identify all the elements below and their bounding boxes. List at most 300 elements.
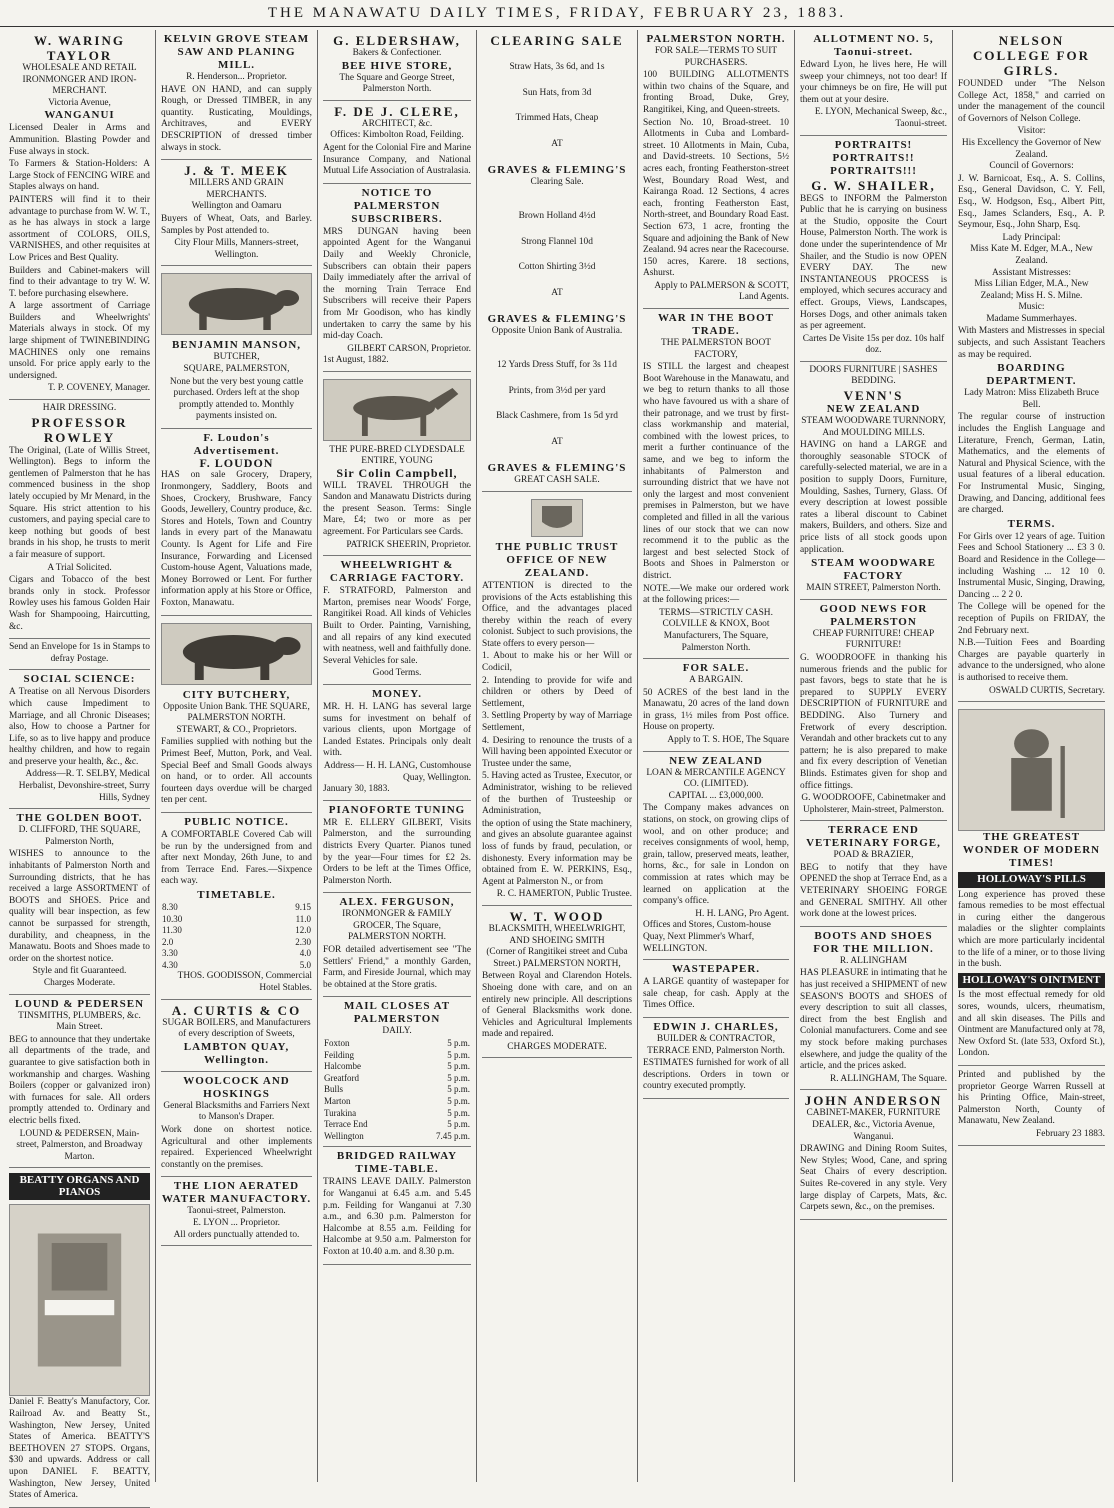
masters: With Masters and Mistresses in special subjects, and such Assistant Teachers as may be required. [958,326,1105,360]
forge-ad [800,821,947,927]
venn-factory: STEAM WOODWARE FACTORY [811,557,936,583]
lound-ad [9,995,150,1169]
table-row [323,1073,471,1085]
printed: Printed and published by the proprietor George Warren Russell at his Printing Office, Main-street, Palmerston North, County of Manawatu, New Zealand. [958,1070,1105,1127]
wood-sub: BLACKSMITH, WHEELWRIGHT, AND SHOEING SMITH [488,923,626,946]
alex-head: ALEX. FERGUSON, [339,896,455,909]
table-row [323,1050,471,1062]
nz-sign: H. H. LANG, Pro Agent. [695,908,789,919]
taylor-body-3: PAINTERS will find it to their advantage to purchase from W. W. T., as he has always in stock a large assortment of COLORS, OILS, VARNISHES, and other requisites at Low Prices and Best Quality. [9,194,150,263]
alex-sub: IRONMONGER & FAMILY GROCER, The Square, PALMERSTON NORTH. [342,909,452,943]
table-row [323,1096,471,1108]
column-7 [953,30,1110,1482]
nz-capital: CAPITAL ... £3,000,000. [668,790,764,801]
stamps-ad [9,639,150,670]
sale-body: 50 ACRES of the best land in the Manawatu, 20 acres of the land down in grass, 1½ miles from Post office. House on property. [643,687,789,733]
cab-timetable [161,902,312,972]
alex-body: FOR detailed advertisement see "The Settlers' Friend," a monthly Garden, Farm, and Fireside Journal, which may be obtained at the Store gratis. [323,945,471,990]
woolcock-sub: General Blacksmiths and Farriers Next to Manson's Draper. [163,1100,310,1123]
nz-body: The Company makes advances on stations, on stock, on growing clips of wool, and on other produce; and receives consignments of wool, hemp, grain, tallow, preserved meats, leather, horns, &c., for sale in London on commission at rates which may be learned on application at the company's office. [643,803,789,907]
notice-head: NOTICE TO PALMERSTON SUBSCRIBERS. [351,186,443,225]
land-100: 100 BUILDING ALLOTMENTS within two chains of the Square, and fronting Broad, Duke, Grey, Rangitikei, King, and Queen-streets. [643,70,789,115]
clear-item: Straw Hats, 3s 6d, and 1s [509,62,605,72]
taylor-ad [9,30,150,400]
kelvin-prop: R. Henderson... Proprietor. [186,72,287,82]
table-row [161,937,312,949]
lion-body: All orders punctually attended to. [173,1229,300,1240]
lound-body: BEG to announce that they undertake all departments of the trade, and guarantee to give satisfaction both in workmanship and charges. Washing Boilers (copper or galvanized iron) with furnaces for sale. All orders promptly attended to. Ordinary and electric bells fixed. [9,1034,150,1126]
forge-body: BEG to notify that they have OPENED the shop at Terrace End, as a VETERINARY SHOEING FORGE and GENERAL SMITHY. All other work done at the lowest prices. [800,862,947,920]
music: Madame Summerhayes. [986,313,1077,324]
money-head: MONEY. [372,687,422,700]
rail-body: TRAINS LEAVE DAILY. Palmerston for Wanganui at 6.45 a.m. and 5.45 p.m. Feilding for Wanganui at 7.30 a.m., and 6.30 p.m. Palmerston for Halcombe at 8.55 a.m. Feilding for Halcombe at 9.50 a.m. Palmerston for Foxton at 10.40 a.m. and 8.30 p.m. [323,1177,471,1257]
allingham-head: BOOTS AND SHOES FOR THE MILLION. [813,929,934,955]
lion-prop: E. LYON ... Proprietor. [192,1218,281,1228]
shailer-body: BEGS to INFORM the Palmerston Public that he is carrying on business at the Studio, opposite the Court House, Palmerston North. The work is done under the superintendence of Mr Shailer, and the Studio is now OPEN EVERY DAY. The new INSTANTANEOUS PROCESS is employed, which secures accuracy and effect. Groups, Views, Landscapes, Horses Dogs, and other animals taken as per agreement. [800,193,947,332]
curtis-ad [161,1000,312,1072]
woodroofe-ad [800,600,947,822]
taylor-body-4: Builders and Cabinet-makers will find to their advantage to try W. W. T. before purchasing elsewhere. [9,265,150,299]
waste-head: WASTEPAPER. [671,963,761,976]
taylor-addr: Victoria Avenue, [48,97,111,108]
mail-head: MAIL CLOSES AT PALMERSTON [343,1000,451,1026]
column-3 [318,30,477,1482]
allingham-ad [800,927,947,1091]
table-row [323,1108,471,1120]
forge-head: TERRACE END VETERINARY FORGE, [806,824,941,850]
printed-date: February 23 1883. [1036,1128,1105,1139]
trust-body-2: the option of using the State machinery, and gives an absolute guarantee against loss of funds by fraud, peculation, or dishonesty. Every information may be obtained from E. W. PERKINS, Esq., Agent at Palmerston N., or from [482,818,632,887]
taylor-town: WANGANUI [44,109,115,122]
allingham-name: R. ALLINGHAM [839,955,908,966]
lyon-sign: E. LYON, Mechanical Sweep, &c., Taonui-street. [814,107,947,129]
terms-head: TERMS. [1007,517,1056,530]
notice-body: A COMFORTABLE Covered Cab will be run by the undersigned from and after next Monday, 26th June, to and from Terrace End. Fares.—Sixpence each way. [161,829,312,887]
forge-sub: POAD & BRAZIER, [833,850,914,861]
mail-cell: 5 p.m. [447,1107,470,1118]
charles-body: ESTIMATES furnished for work of all descriptions. Orders in town or country executed promptly. [643,1058,789,1092]
music-head: Music: [1018,302,1045,313]
column-2 [156,30,318,1482]
loan-company-ad [643,752,789,961]
charles-sub: BUILDER & CONTRACTOR, TERRACE END, Palmerston North. [647,1033,785,1056]
gf-cash: GREAT CASH SALE. [514,475,600,486]
principal: Miss Kate M. Edger, M.A., New Zealand. [970,244,1093,266]
piano-ad [323,801,471,894]
mail-cell: Terrace End [324,1119,368,1130]
at-label: AT [551,436,563,447]
public-notice-ad [161,813,312,1000]
holloway-body-2: Is the most effectual remedy for old sores, wounds, ulcers, rheumatism, and all skin diseases. The Pills and Ointment are Manufactured only at 78, New Oxford St. (late 533, Oxford St.), London. [958,990,1105,1059]
notice-date: 1st August, 1882. [323,355,389,366]
mail-cell: 7.45 p.m. [435,1130,470,1141]
mail-cell: Turakina [324,1107,357,1118]
mail-cell: 5 p.m. [447,1038,470,1049]
public-trust-ad [482,492,632,906]
holloway-head: THE GREATEST WONDER OF MODERN TIMES! [962,831,1101,870]
holloway-ointment: HOLLOWAY'S OINTMENT [958,973,1105,989]
boot-factory-ad [643,309,789,659]
wastepaper-ad [643,960,789,1018]
social-addr: Address—R. T. SELBY, Medical Herbalist, Devonshire-street, Surry Hills, Sydney [18,769,150,803]
crest-icon [532,500,582,536]
shailer-prices: Cartes De Visite 15s per doz. 10s half doz. [802,333,945,356]
war-terms: TERMS—STRICTLY CASH. [659,607,773,618]
manson-name: BENJAMIN MANSON, [171,339,302,352]
organ-engraving [9,1204,150,1396]
money-ad [323,685,471,801]
table-row [323,1038,471,1050]
ferguson-ad [323,893,471,997]
piano-body: MR E. ELLERY GILBERT, Visits Palmerston, and the surrounding districts Every Quarter. Pianos tuned by the year—Four times for £2 2s. Orders to be left at the Times Office, Palmerston North. [323,817,471,886]
portraits-line: PORTRAITS! PORTRAITS!! [832,138,915,164]
war-sub: THE PALMERSTON BOOT FACTORY, [661,338,771,360]
elder-store: BEE HIVE STORE, [341,59,453,72]
social-ad [9,670,150,809]
coat-of-arms [531,499,583,537]
loudon-name: F. LOUDON [199,455,274,470]
wood-ad [482,906,632,1059]
mail-cell: Marton [324,1096,351,1106]
land-head: PALMERSTON NORTH. [646,33,786,45]
time-cell: 8.30 [162,901,178,912]
column-6 [795,30,953,1482]
college-body: The College will be opened for the reception of Pupils on FRIDAY, the 2nd February next. [958,602,1105,636]
table-row [161,914,312,926]
lound-sign: LOUND & PEDERSEN, Main-street, Palmerston, and Broadway Marton. [16,1128,143,1162]
kelvin-body: HAVE ON HAND, and can supply Rough, or Dressed TIMBER, in any quantity. Rusticating, Mouldings, Architraves, and EVERY DESCRIPTION of dressed timber always in stock. [161,84,312,153]
manson-trade: BUTCHER, [213,352,260,363]
table-row [161,960,312,972]
taylor-body-5: A large assortment of Carriage Builders and Wheelwrights' Materials always in stock. Of my large shipment of TWINEBINDING MACHINES only one remains unsold. For price apply early to the undersigned. [9,301,150,381]
trust-item: 3. Settling Property by way of Marriage Settlement, [482,711,632,734]
time-cell: 10.30 [162,913,183,924]
gf-name: GRAVES & FLEMING'S [487,164,627,177]
council-head: Council of Governors: [989,161,1074,172]
anderson-head: JOHN ANDERSON [804,1093,943,1109]
ox-icon [162,624,311,684]
venn-name: VENN'S [843,388,904,404]
trust-item: 5. Having acted as Trustee, Executor, or Administrator, wishing to be relieved of the burthen of Trusteeship or Administration, [482,771,632,817]
venn-head: DOORS FURNITURE | SASHES BEDDING. [809,364,938,387]
mail-table [323,1038,471,1142]
assist: Miss Lilian Edger, M.A., New Zealand; Miss H. S. Milne. [974,279,1089,301]
mail-daily: DAILY. [382,1026,412,1037]
nz-sub: LOAN & MERCANTILE AGENCY CO. (LIMITED). [646,767,786,790]
gf-name: GRAVES & FLEMING'S [487,313,627,326]
rowley-trial: A Trial Solicited. [47,562,112,573]
at-label: AT [551,138,563,149]
social-head: SOCIAL SCIENCE: [23,673,136,686]
mail-ad [323,997,471,1147]
time-sign: THOS. GOODISSON, Commercial Hotel Stables. [177,971,312,994]
trust-item: 1. About to make his or her Will or Codicil, [482,651,632,674]
nelson-college-ad [958,30,1105,702]
portraits-line-2: PORTRAITS!!! [830,164,917,177]
council: J. W. Barnicoat, Esq., A. S. Collins, Esq., General Davidson, C. Y. Fell, Esq., W. Hodgson, Esq., Albert Pitt, Esq., James Sclanders, Esq., A. P. Seymour, Esq., John Sharp, Esq. [958,173,1105,231]
golden-boot-ad [9,809,150,994]
clear-item: Brown Holland 4½d [518,210,596,221]
wood-head: W. T. WOOD [509,908,605,924]
horse-name: Sir Colin Campbell, [336,466,458,481]
holloway-body: Long experience has proved these famous remedies to be most effectual in curing either the dangerous maladies or the slighter complaints which are more particularly incidental to the life of a miner, or to those living in the bush. [958,889,1105,970]
newspaper-columns [4,30,1110,1501]
mail-cell: 5 p.m. [447,1096,470,1106]
social-body: A Treatise on all Nervous Disorders which cause Impediment to Marriage, and all Chronic Diseases; also, How to choose a Partner for Life, so as to live happy and produce healthy children, and how to regain and preserve your health, &c., &c. [9,687,150,767]
land-apply: Apply to PALMERSON & SCOTT, Land Agents. [654,280,789,303]
trust-item: 4. Desiring to renounce the trusts of a Will having been appointed Executor or Trustee under the same, [482,735,632,769]
notice-head: PUBLIC NOTICE. [184,815,289,828]
money-date: January 30, 1883. [323,784,390,795]
matron: Lady Matron: Miss Elizabeth Bruce Bell. [964,388,1099,410]
horse-head: THE PURE-BRED CLYDESDALE ENTIRE, YOUNG [329,444,465,467]
waste-body: A LARGE quantity of wastepaper for sale cheap, for cash. Apply at the Times Office. [643,977,789,1011]
britannia-icon [959,710,1104,830]
boot-head: THE GOLDEN BOOT. [16,812,143,825]
visitor-head: Visitor: [1017,126,1046,137]
beatty-title: BEATTY ORGANS AND PIANOS [9,1173,150,1200]
shailer-head: G. W. SHAILER, [811,177,936,193]
time-cell: 11.0 [295,913,311,924]
clear-item: Prints, from 3½d per yard [508,385,606,396]
mail-cell: 5 p.m. [447,1084,470,1095]
clear-item: Trimmed Hats, Cheap [515,113,599,124]
rowley-body-2: Cigars and Tobacco of the best brands only in stock. Professor Rowley uses his famous Golden Hair Wash for Shampooing, Haircutting, &c. [9,575,150,632]
bull-engraving [161,273,312,335]
taylor-sign: T. P. COVENEY, Manager. [48,383,150,394]
taylor-line: WHOLESALE AND RETAIL IRONMONGER AND IRON-MERCHANT. [22,63,137,97]
masthead [0,0,1114,27]
clear-item: Strong Flannel 10d [521,236,593,247]
money-sign: Address— H. H. LANG, Customhouse Quay, Wellington. [323,760,471,783]
good-head: GOOD NEWS FOR PALMERSTON [819,602,928,628]
horse-body: WILL TRAVEL THROUGH the Sandon and Manawatu Districts during the present Season. Terms: Single Mare, £4; two or more as per agreement. For Particulars see Cards. [323,480,471,538]
taylor-name: W. WARING TAYLOR [34,33,125,63]
visitor: His Excellency the Governor of New Zealand. [961,137,1102,160]
time-cell: 4.0 [299,948,311,959]
city-addr: Opposite Union Bank. THE SQUARE, PALMERSTON NORTH. [163,701,310,724]
mail-cell: Feilding [324,1049,355,1060]
terms-body: For Girls over 12 years of age. Tuition Fees and School Stationery ... £3 3 0. Board and Residence in the College—including Washing ... 12 10 0. Instrumental Music, Singing, Drawing, Dancing ... 2 2 0. [958,531,1105,600]
horse-engraving [323,379,471,441]
war-note: NOTE.—We make our ordered work at the following prices:— [643,583,789,606]
trust-item: 2. Intending to provide for wife and children or others by Deed of Settlement, [482,675,632,709]
loudon-body: HAS on sale Grocery, Drapery, Ironmongery, Saddlery, Boots and Shoes, Crockery, Brushware, Fancy Goods, Jewellery, Country produce, &c. Stores and Hotels, Town and Country lands in every part of the Manawatu County. Is Agent for Life and Fire Insurance, Forwarding and Licensed Custom-house Agent, Valuations made, Money Borrowed or Lent. For further information apply at his Store or Office, Foxton, Manawatu. [161,470,312,608]
wood-addr: (Corner of Rangitikei street and Cuba Street.) PALMERSTON NORTH, [486,947,628,969]
time-cell: 11.30 [162,925,182,936]
loudon-ad [161,429,312,616]
elder-addr: The Square and George Street, Palmerston North. [339,72,455,95]
boot-style: Style and fit Guaranteed. [32,966,127,977]
horse-icon [324,380,470,440]
bull-icon [162,274,311,334]
rowley-body: The Original, (Late of Willis Street, Wellington). Begs to inform the gentlemen of Palmerston that he has commenced business in the shop lately occupied by Mr Menard, in the Square. His strict attention to his customers, and paying special care to keep nothing but goods of best brands in his shop, he trusts to merit a fair measure of support. [9,445,150,560]
principal-head: Lady Principal: [1002,232,1061,243]
anderson-sub: CABINET-MAKER, FURNITURE DEALER, &c., Victoria Avenue, Wanganui. [806,1108,941,1142]
lyon-head: ALLOTMENT NO. 5, Taonui-street. [813,33,934,58]
lion-head: THE LION AERATED WATER MANUFACTORY. [161,1180,312,1206]
woolcock-head: WOOLCOCK AND HOSKINGS [183,1074,290,1100]
manson-ad [161,266,312,429]
wood-charges: CHARGES MODERATE. [507,1041,607,1052]
allingham-body: HAS PLEASURE in intimating that he has just received a SHIPMENT of new SEASON'S BOOTS and SHOES of every description to suit all classes, direct from the best English and Colonial manufacturers. Come and see my stock before making purchases elsewhere, and judge the quality of the article, and the prices asked. [800,968,947,1072]
lyon-body: Edward Lyon, he lives here, He will sweep your chimneys, not too dear! If your chimneys be on fire, He will put them out at your desire. [800,60,947,105]
boot-charges: Charges Moderate. [43,977,116,988]
column-1 [4,30,156,1501]
clydesdale-ad [323,372,471,556]
meek-sub: MILLERS AND GRAIN MERCHANTS. [189,178,284,200]
anderson-body: DRAWING and Dining Room Suites, New Styles; Wood, Cane, and spring Seat Chairs of every description. Suites Re-covered in any style. Very large display of Carpets, Mats, &c. Carpets sewn, &c., on the premises. [800,1144,947,1213]
kelvin-ad [161,30,312,160]
sale-head: FOR SALE. [682,662,750,675]
clear-item: Cotton Shirting 3½d [518,262,596,273]
beatty-ad [9,1168,150,1508]
clere-sub: ARCHITECT, &c. [361,118,433,129]
mail-cell: Greatford [324,1072,359,1083]
organ-image-icon [10,1205,149,1395]
good-sign: G. WOODROOFE, Cabinetmaker and Upholsterer, Main-street, Palmerston. [801,793,946,815]
curtis-addr: LAMBTON QUAY, Wellington. [183,1040,290,1066]
mail-cell: 5 p.m. [447,1061,470,1072]
notice-sign: GILBERT CARSON, Proprietor. [347,343,471,354]
war-sign: COLVILLE & KNOX, Boot Manufacturers, The Square, Palmerston North. [662,619,770,653]
charles-head: EDWIN J. CHARLES, [653,1020,779,1033]
horse-sign: PATRICK SHEERIN, Proprietor. [346,539,471,550]
column-5 [638,30,795,1482]
mail-cell: 5 p.m. [447,1072,470,1083]
clere-office: Offices: Kimbolton Road, Feilding. [330,130,464,141]
ox-engraving [161,623,312,685]
lion-ad [161,1177,312,1246]
time-cell: 2.30 [295,936,311,947]
hair-head: HAIR DRESSING. [42,403,117,414]
manson-addr: SQUARE, PALMERSTON, [183,363,290,374]
mail-cell: Foxton [324,1038,350,1049]
notice-body: MRS DUNGAN having been appointed Agent for the Wanganui Daily and Weekly Chronicle, Subscribers can obtain their papers Daily immediately after the arrival of the morning Train Terrace End Subscribers will receive their Papers from Mr Goodison, who has kindly undertaken to carry the same by his mid-day Coach. [323,226,471,342]
meek-body: Buyers of Wheat, Oats, and Barley. Samples by Post attended to. [161,213,312,236]
nelson-body: FOUNDED under "The Nelson College Act, 1858," and carried on under the management of the council of Governors of Nelson College. [958,79,1105,124]
table-row [323,1084,471,1096]
trust-head: THE PUBLIC TRUST OFFICE OF NEW ZEALAND. [495,540,619,579]
sale-apply: Apply to T. S. HOE, The Square [667,735,789,746]
table-row [323,1061,471,1073]
britannia-engraving [958,709,1105,831]
money-body: MR. H. H. LANG has several large sums for investment on behalf of various clients, upon Mortgage of Landed Estates. Principals only dealt with. [323,701,471,759]
clear-item: 12 Yards Dress Stuff, for 3s 11d [497,359,617,370]
gf-sale: Clearing Sale. [530,177,584,188]
land-sub: FOR SALE—TERMS TO SUIT PURCHASERS. [654,46,778,68]
eldershaw-ad [323,30,471,101]
time-cell: 2.0 [162,936,174,947]
taylor-body-2: To Farmers & Station-Holders: A Large Stock of FENCING WIRE and Staples always on hand. [9,159,150,193]
wheel-body: F. STRATFORD, Palmerston and Marton, premises near Woods' Forge, Rangitikei Road. All kinds of Vehicles Built to Order. Painting, Varnishing, and all repairs of any kind executed with neatness, well and faithfully done. Several Vehicles for sale. [323,586,471,666]
mail-cell: Bulls [324,1084,344,1095]
mail-cell: Halcombe [324,1061,361,1072]
land-sale-ad [643,30,789,309]
rowley-ad [9,400,150,639]
sale-sub: A BARGAIN. [689,675,743,686]
clere-ad [323,101,471,184]
wheel-head: WHEELWRIGHT & CARRIAGE FACTORY. [329,559,465,585]
trust-sign: R. C. HAMERTON, Public Trustee. [496,889,632,900]
boarding-head: BOARDING DEPARTMENT. [986,362,1077,388]
venn-sub: STEAM WOODWARE TURNNORY, And MOULDING MILLS. [801,416,946,438]
beatty-body: Daniel F. Beatty's Manufactory, Cor. Railroad Av. and Beatty St., Washington, New Jersey, United States of America. BEATTY'S BEETHOVEN 27 STOPS. Organs, $30 and upwards. Address or call upon DANIEL F. BEATTY, Washington, New Jersey, United States of America. [9,1397,150,1501]
elder-head: G. ELDERSHAW, [333,33,461,48]
time-cell: 12.0 [295,925,311,936]
time-cell: 4.30 [162,959,178,970]
rowley-name: PROFESSOR ROWLEY [31,414,128,445]
boot-body: WISHES to announce to the inhabitants of Palmerston North and Surrounding districts, that he has received a large ASSORTMENT of BOOTS and SHOES. Price and quality will bear inspection, as few cannot be surpassed for strength, durability, and cheapness, in the Manawatu. Boots and Shoes made to order on the shortest notice. [9,849,150,964]
city-head: CITY BUTCHERY, [182,688,291,701]
nelson-head: NELSON COLLEGE FOR GIRLS. [973,33,1090,78]
woolcock-body: Work done on shortest notice. Agricultural and other implements repaired. Experienced Wheelwright constantly on the premises. [161,1125,312,1170]
woolcock-ad [161,1072,312,1178]
elder-sub: Bakers & Confectioner. [352,48,442,58]
lound-sub: TINSMITHS, PLUMBERS, &c. Main Street. [18,1010,141,1033]
imprint [958,1066,1105,1146]
gf-name: GRAVES & FLEMING'S [487,462,627,475]
nz-addr: Offices and Stores, Custom-house Quay, Next Plimmer's Wharf, WELLINGTON. [643,920,771,954]
piano-head: PIANOFORTE TUNING [328,803,466,816]
city-body: Families supplied with nothing but the Primest Beef, Mutton, Pork, and Veal. Special Beef and Small Goods always on hand, or to order. All accounts fourteen days overdue will be charged ten per cent. [161,737,312,806]
manson-body: None but the very best young cattle purchased. Orders left at the shop promptly attended to. Monthly payments insisted on. [169,376,304,422]
curtis-sub: SUGAR BOILERS, and Manufacturers of every description of Sweets, [162,1017,311,1040]
venn-addr: MAIN STREET, Palmerston North. [806,583,941,594]
masthead-title: THE MANAWATU DAILY TIMES, FRIDAY, FEBRUARY 23, 1883. [267,5,847,21]
meek-addr: Wellington and Oamaru [191,201,282,212]
course: The regular course of instruction includes the English Language and Literature, French, German, Latin, Mathematics, and the elements of Natural and Physical Science, with the usual features of a liberal education. For Instrumental Music, Singing, Drawing, and Dancing, additional fees are charged. [958,412,1105,516]
allingham-sign: R. ALLINGHAM, The Square. [830,1073,947,1084]
city-butchery-ad [161,616,312,813]
railway-ad [323,1147,471,1264]
stamps-line: Send an Envelope for 1s in Stamps to defray Postage. [9,642,150,664]
war-body: IS STILL the largest and cheapest Boot Warehouse in the Manawatu, and we beg to return thanks to all those who have favoured us with a share of their patronage, and we trust by first-class workmanship and material, combined with the lowest prices, to merit a further continuance of the same, and we beg to inform the inhabitants of Palmerston and surrounding district that we have not only the largest and most convenient premises in Palmerston, but we have completed and filled in all the various lines of our stock that we can now recommend it to the public as the largest and best selected Stock of Boots and Shoes in Palmerston or district. [643,362,789,581]
kelvin-head: KELVIN GROVE STEAM SAW AND PLANING MILL. [163,33,310,71]
meek-ad [161,160,312,266]
wheel-terms: Good Terms. [372,668,422,679]
charles-ad [643,1018,789,1099]
clere-body: Agent for the Colonial Fire and Marine Insurance Company, and National Mutual Life Association of Australasia. [323,142,471,177]
city-prop: STEWART, & CO., Proprietors. [176,724,297,735]
curtis-head: A. CURTIS & CO [171,1002,302,1018]
meek-mill: City Flour Mills, Manners-street, Wellington. [174,238,299,260]
column-4 [477,30,638,1482]
taylor-body-1: Licensed Dealer in Arms and Ammunition. Blasting Powder and Fuse always in stock. [9,123,150,157]
lyon-ad [800,30,947,136]
shailer-ad [800,136,947,362]
anderson-ad [800,1090,947,1219]
table-row [161,948,312,960]
time-head: TIMETABLE. [197,888,276,901]
lound-head: LOUND & PEDERSEN [14,997,145,1010]
venn-body: HAVING on hand a LARGE and thoroughly seasonable STOCK of carefully-selected material, we are in a position to supply Doors, Furniture, Moulding, Sashes, Turnery, Glass. Of every description at lowest possible rates a liberal discount to Cabinet makers, Builders, and others. Size and price lists of all stock goods upon application. [800,440,947,555]
table-row [161,902,312,914]
loudon-head: F. Loudon's Advertisement. [193,431,280,457]
at-label: AT [551,287,563,298]
graves-fleming-ad [482,30,632,492]
holloway-pills: HOLLOWAY'S PILLS [958,872,1105,888]
mail-cell: 5 p.m. [447,1049,470,1060]
clear-head: CLEARING SALE [490,33,624,48]
nz-head: NEW ZEALAND [669,754,763,767]
farm-sale-ad [643,659,789,752]
clear-item: Sun Hats, from 3d [522,87,592,98]
table-row [323,1131,471,1143]
venn-nz: NEW ZEALAND [826,403,921,416]
mail-cell: 5 p.m. [447,1119,470,1130]
lion-addr: Taonui-street, Palmerston. [187,1206,286,1217]
